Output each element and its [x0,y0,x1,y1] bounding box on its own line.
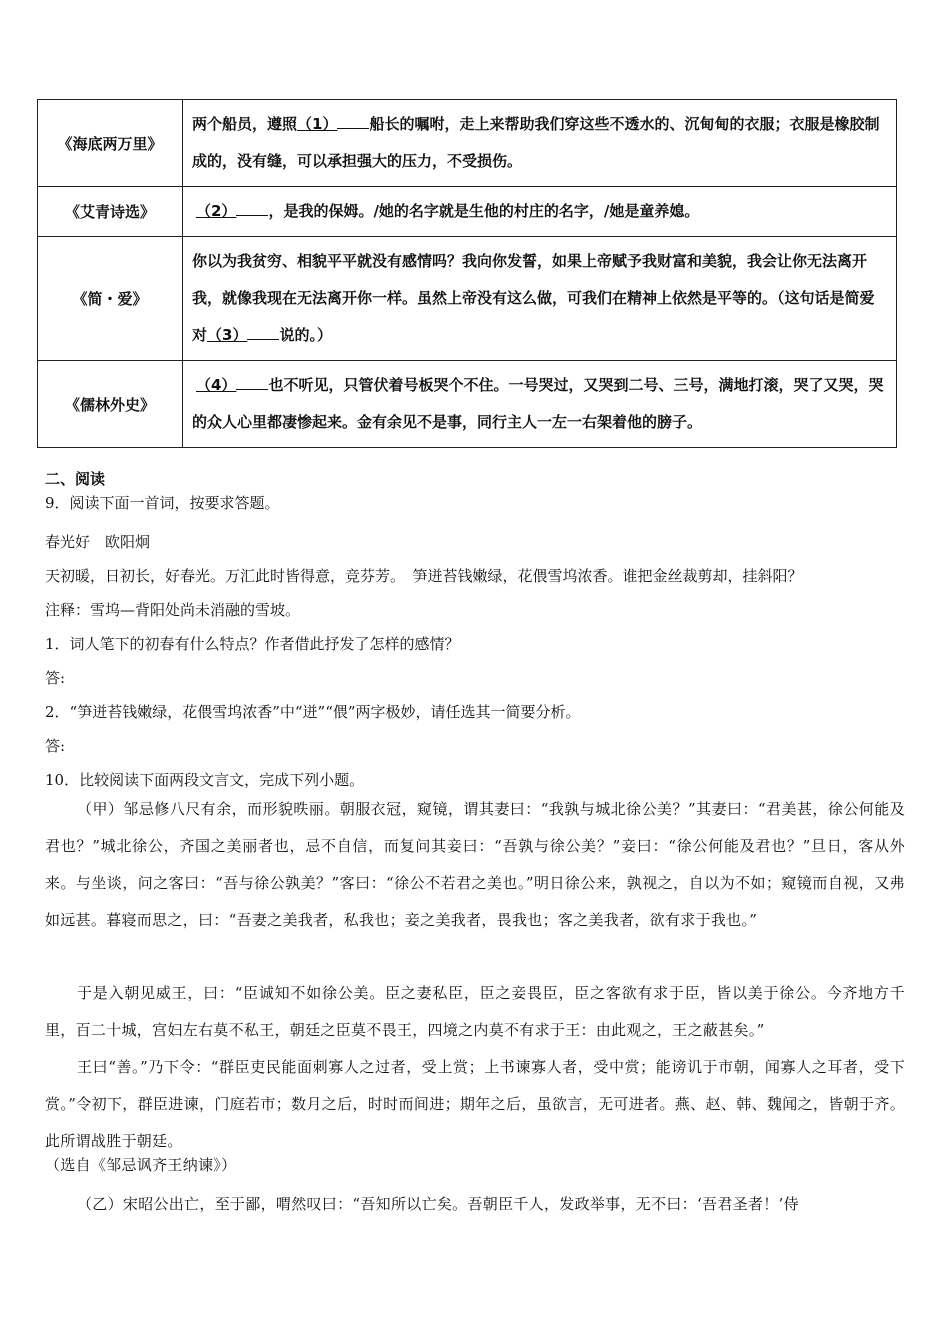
work-title: 《儒林外史》 [38,361,183,448]
table-row [38,187,897,237]
table-row [38,361,897,448]
poem-title: 春光好 欧阳炯 [45,533,151,551]
sub-question-1: 1．词人笔下的初春有什么特点？作者借此抒发了怎样的感情？ [45,635,460,653]
work-title: 《艾青诗选》 [38,187,183,237]
answer-label: 答: [45,737,66,755]
passage-source: （选自《邹忌讽齐王纳谏》） [45,1156,237,1174]
question-9: 9．阅读下面一首词，按要求答题。 [45,494,280,512]
table-row [38,100,897,187]
blank-label: （3） [207,326,248,344]
passage-jia-p2: 于是入朝见威王，曰：“臣诚知不如徐公美。臣之妻私臣，臣之妾畏臣，臣之客欲有求于臣，皆以美于徐公。今齐地方千里，百二十城，宫妇左右莫不私王，朝廷之臣莫不畏王，四境之内莫不有求于王：由此观之，王之蔽甚矣。” [45,984,905,1039]
passage-yi: （乙）宋昭公出亡，至于鄙，喟然叹曰：“吾知所以亡矣。吾朝臣千人，发政举事，无不曰：‘吾君圣者！’侍 [77,1195,799,1213]
poem-note: 注释：雪坞—背阳处尚未消融的雪坡。 [45,601,301,619]
passage-jia-p3: 王曰“善。”乃下令：“群臣吏民能面刺寡人之过者，受上赏；上书谏寡人者，受中赏；能谤讥于市朝，闻寡人之耳者，受下赏。”令初下，群臣进谏，门庭若市；数月之后，时时而间进；期年之后，虽欲言，无可进者。燕、赵、韩、魏闻之，皆朝于齐。此所谓战胜于朝廷。 [45,1058,905,1150]
excerpt: （4） 也不听见，只管伏着号板哭个不住。一号哭过，又哭到二号、三号，满地打滚，哭了又哭，哭的众人心里都凄惨起来。金有余见不是事，同行主人一左一右架着他的膀子。 [183,361,897,448]
question-10: 10．比较阅读下面两段文言文，完成下列小题。 [45,771,365,789]
literature-fill-table [37,99,897,448]
answer-label: 答: [45,669,66,687]
answer-blank [337,113,369,129]
reading-section [45,466,905,797]
work-title: 《简・爱》 [38,237,183,361]
excerpt: （2） ，是我的保姆。/她的名字就是生他的村庄的名字，/她是童养媳。 [183,187,897,237]
poem-text: 天初暖，日初长，好春光。万汇此时皆得意，竞芬芳。 笋迸苔钱嫩绿，花偎雪坞浓香。谁把金丝裁剪却，挂斜阳？ [45,567,803,585]
answer-blank [236,374,268,390]
blank-label: （1） [297,115,338,133]
table-row [38,237,897,361]
excerpt: 你以为我贫穷、相貌平平就没有感情吗？我向你发誓，如果上帝赋予我财富和美貌，我会让你无法离开我，就像我现在无法离开你一样。虽然上帝没有这么做，可我们在精神上依然是平等的。（这句话是简爱对（3） 说的。） [183,237,897,361]
work-title: 《海底两万里》 [38,100,183,187]
passage-jia-p1: （甲）邹忌修八尺有余，而形貌昳丽。朝服衣冠，窥镜，谓其妻曰：“我孰与城北徐公美？”其妻曰：“君美甚，徐公何能及君也？”城北徐公，齐国之美丽者也，忌不自信，而复问其妾曰：“吾孰与徐公美？”妾曰：“徐公何能及君也？”旦日，客从外来。与坐谈，问之客曰：“吾与徐公孰美？”客曰：“徐公不若君之美也。”明日徐公来，孰视之，自以为不如；窥镜而自视，又弗如远甚。暮寝而思之，曰：“吾妻之美我者，私我也；妾之美我者，畏我也；客之美我者，欲有求于我也。” [45,800,905,929]
sub-question-2: 2．“笋迸苔钱嫩绿，花偎雪坞浓香”中“迸”“偎”两字极妙，请任选其一简要分析。 [45,703,581,721]
blank-label: （4） [196,376,237,394]
answer-blank [236,200,268,216]
excerpt: 两个船员，遵照（1） 船长的嘱咐，走上来帮助我们穿这些不透水的、沉甸甸的衣服；衣服是橡胶制成的，没有缝，可以承担强大的压力，不受损伤。 [183,100,897,187]
section-heading: 二、阅读 [45,470,106,488]
answer-blank [247,324,279,340]
blank-label: （2） [196,202,237,220]
